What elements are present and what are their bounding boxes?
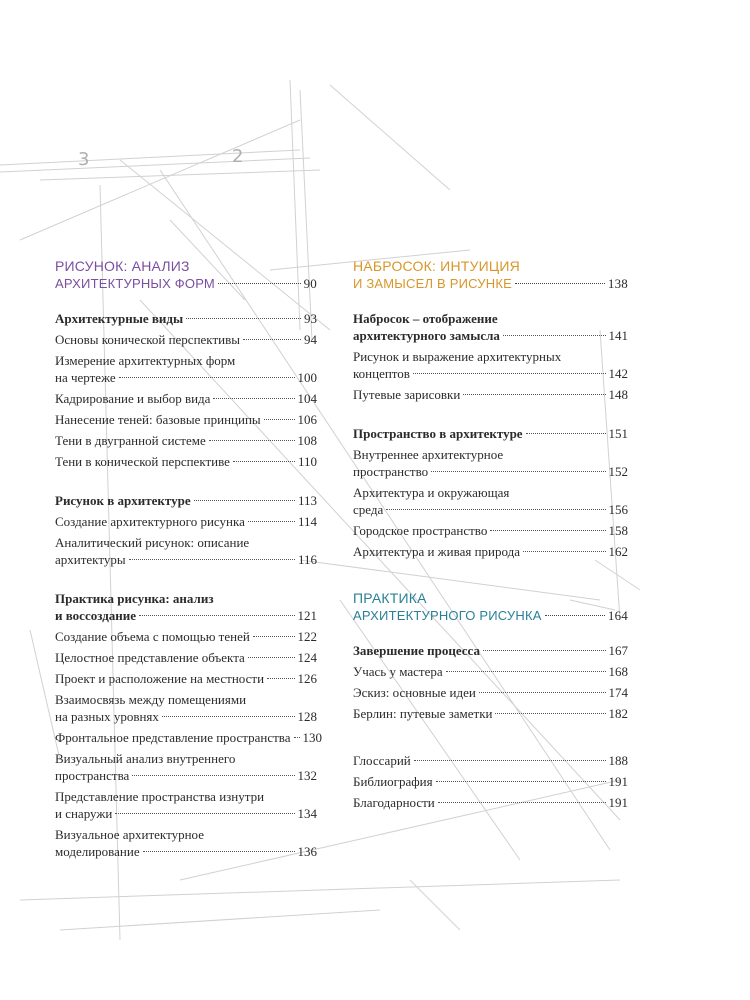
toc-entry-label: Учась у мастера — [353, 664, 443, 679]
leader-dots — [438, 802, 606, 803]
toc-entry-label: Целостное представление объекта — [55, 650, 245, 665]
toc-entry-label: среда — [353, 502, 384, 517]
toc-entry-page: 130 — [302, 730, 323, 745]
toc-entry[interactable] — [55, 411, 317, 428]
toc-entry-page: 134 — [297, 806, 317, 821]
toc-entry[interactable] — [55, 331, 317, 348]
toc-entry-label: Благодарности — [353, 795, 435, 810]
toc-entry-page: 168 — [608, 664, 628, 679]
leader-dots — [526, 433, 606, 434]
leader-dots — [523, 551, 605, 552]
toc-group-drawing-in-architecture — [55, 492, 317, 568]
toc-entry-page: 191 — [608, 795, 628, 810]
toc-group-space — [353, 425, 628, 560]
toc-section-3[interactable] — [353, 590, 628, 624]
leader-dots — [413, 373, 606, 374]
toc-entry-label: Основы конической перспективы — [55, 332, 240, 347]
section-2-page: 138 — [607, 276, 628, 291]
toc-entry-label: Эскиз: основные идеи — [353, 685, 476, 700]
toc-entry[interactable] — [55, 628, 317, 645]
toc-entry-label-line1: Взаимосвязь между помещениями — [55, 692, 247, 707]
section-2-title-line2: И ЗАМЫСЕЛ В РИСУНКЕ — [353, 276, 512, 291]
toc-entry-label-line1: Архитектура и окружающая — [353, 485, 510, 500]
toc-entry-label: Берлин: путевые заметки — [353, 706, 493, 721]
toc-entry-label: Создание архитектурного рисунка — [55, 514, 245, 529]
toc-entry-page: 188 — [608, 753, 628, 768]
toc-entry[interactable] — [55, 826, 317, 860]
toc-entry-page: 132 — [297, 768, 317, 783]
toc-entry-page: 156 — [608, 502, 628, 517]
toc-group-sketch — [353, 310, 628, 403]
toc-entry-page: 182 — [608, 706, 628, 721]
toc-entry-label: Архитектурные виды — [55, 311, 184, 326]
toc-entry[interactable] — [353, 752, 628, 769]
toc-entry-label: Тени в двугранной системе — [55, 433, 206, 448]
toc-entry[interactable] — [353, 794, 628, 811]
toc-entry-label: Фронтальное представление пространства — [55, 730, 291, 745]
toc-entry-page: 100 — [297, 370, 317, 385]
section-3-title-line1: ПРАКТИКА — [353, 590, 427, 606]
toc-entry-label: Кадрирование и выбор вида — [55, 391, 211, 406]
leader-dots — [495, 713, 605, 714]
toc-entry-page: 142 — [608, 366, 628, 381]
leader-dots — [129, 559, 295, 560]
toc-group-architectural-views — [55, 310, 317, 470]
toc-entry[interactable] — [55, 513, 317, 530]
section-1-title-line1: РИСУНОК: АНАЛИЗ — [55, 258, 190, 274]
leader-dots — [132, 775, 294, 776]
leader-dots — [248, 657, 295, 658]
toc-entry-page: 110 — [297, 454, 317, 469]
toc-entry-label: Городское пространство — [353, 523, 488, 538]
toc-entry-label-line1: Практика рисунка: анализ — [55, 591, 214, 606]
leader-dots — [436, 781, 606, 782]
toc-entry[interactable] — [55, 590, 317, 624]
toc-entry[interactable] — [55, 670, 317, 687]
toc-entry[interactable] — [55, 492, 317, 509]
toc-entry-label: Глоссарий — [353, 753, 411, 768]
sketch-mark-b: 2 — [232, 146, 244, 167]
toc-entry-page: 128 — [297, 709, 317, 724]
leader-dots — [186, 318, 301, 319]
toc-entry-label: пространства — [55, 768, 130, 783]
toc-entry[interactable] — [55, 788, 317, 822]
toc-entry[interactable] — [55, 691, 317, 725]
section-3-title-line2: АРХИТЕКТУРНОГО РИСУНКА — [353, 608, 542, 623]
leader-dots — [463, 394, 605, 395]
toc-entry-page: 167 — [608, 643, 628, 658]
toc-entry[interactable] — [353, 663, 628, 680]
toc-entry-label-line1: Аналитический рисунок: описание — [55, 535, 250, 550]
toc-entry-page: 136 — [297, 844, 317, 859]
leader-dots — [267, 678, 294, 679]
leader-dots — [243, 339, 301, 340]
toc-entry[interactable] — [353, 348, 628, 382]
section-2-title-line1: НАБРОСОК: ИНТУИЦИЯ — [353, 258, 520, 274]
toc-entry-label-line1: Представление пространства изнутри — [55, 789, 265, 804]
toc-entry[interactable] — [55, 534, 317, 568]
toc-entry[interactable] — [353, 425, 628, 442]
toc-entry-page: 122 — [297, 629, 317, 644]
toc-entry-label: Архитектура и живая природа — [353, 544, 521, 559]
toc-entry-label: архитектуры — [55, 552, 126, 567]
section-1-page: 90 — [303, 276, 317, 291]
toc-entry[interactable] — [353, 642, 628, 659]
leader-dots — [248, 521, 295, 522]
toc-entry-page: 108 — [297, 433, 317, 448]
toc-entry[interactable] — [353, 446, 628, 480]
leader-dots — [162, 716, 295, 717]
toc-entry[interactable] — [353, 484, 628, 518]
toc-entry-page: 162 — [608, 544, 628, 559]
toc-entry-page: 104 — [297, 391, 317, 406]
toc-entry-label-line1: Набросок – отображение — [353, 311, 498, 326]
toc-entry-page: 116 — [297, 552, 317, 567]
leader-dots — [139, 615, 294, 616]
toc-entry[interactable] — [353, 386, 628, 403]
toc-entry-label: и снаружи — [55, 806, 113, 821]
leader-dots — [119, 377, 295, 378]
sketch-mark-a: 3 — [78, 149, 90, 170]
toc-entry-label: моделирование — [55, 844, 140, 859]
toc-entry-page: 114 — [297, 514, 317, 529]
section-3-page: 164 — [607, 608, 628, 623]
toc-entry-page: 141 — [608, 328, 628, 343]
toc-entry[interactable] — [55, 432, 317, 449]
toc-entry-label: Завершение процесса — [353, 643, 480, 658]
leader-dots — [515, 283, 605, 284]
toc-entry[interactable] — [353, 773, 628, 790]
leader-dots — [294, 737, 300, 738]
leader-dots — [209, 440, 295, 441]
toc-entry-label: Пространство в архитектуре — [353, 426, 523, 441]
leader-dots — [431, 471, 605, 472]
leader-dots — [264, 419, 295, 420]
toc-entry[interactable] — [353, 522, 628, 539]
toc-entry[interactable] — [55, 649, 317, 666]
toc-entry-page: 106 — [297, 412, 317, 427]
toc-entry[interactable] — [353, 684, 628, 701]
toc-entry-label: Тени в конической перспективе — [55, 454, 230, 469]
toc-entry-label: на чертеже — [55, 370, 116, 385]
toc-entry-label: концептов — [353, 366, 410, 381]
toc-entry-label-line1: Измерение архитектурных форм — [55, 353, 236, 368]
toc-entry-page: 121 — [297, 608, 317, 623]
toc-entry-label-line1: Рисунок и выражение архитектурных — [353, 349, 562, 364]
section-1-title-line2: АРХИТЕКТУРНЫХ ФОРМ — [55, 276, 215, 291]
toc-entry-page: 148 — [608, 387, 628, 402]
toc-entry-page: 113 — [297, 493, 317, 508]
leader-dots — [194, 500, 295, 501]
toc-entry-page: 152 — [608, 464, 628, 479]
toc-entry-label: Рисунок в архитектуре — [55, 493, 191, 508]
leader-dots — [213, 398, 294, 399]
leader-dots — [503, 335, 606, 336]
toc-entry-label: пространство — [353, 464, 429, 479]
toc-entry-page: 124 — [297, 650, 317, 665]
toc-entry[interactable] — [353, 705, 628, 722]
toc-entry-page: 93 — [304, 311, 317, 326]
toc-entry[interactable] — [55, 453, 317, 470]
toc-entry-label: Создание объема с помощью теней — [55, 629, 250, 644]
leader-dots — [233, 461, 295, 462]
toc-entry-label-line1: Визуальный анализ внутреннего — [55, 751, 236, 766]
leader-dots — [386, 509, 605, 510]
leader-dots — [479, 692, 606, 693]
toc-section-1[interactable] — [55, 258, 317, 292]
toc-section-2[interactable] — [353, 258, 628, 292]
toc-entry-label-line1: Визуальное архитектурное — [55, 827, 204, 842]
toc-entry-page: 174 — [608, 685, 628, 700]
toc-group-back-matter — [353, 752, 628, 811]
toc-entry-page: 94 — [304, 332, 317, 347]
toc-entry[interactable] — [353, 543, 628, 560]
toc-entry-label: и воссоздание — [55, 608, 137, 623]
toc-entry[interactable] — [55, 390, 317, 407]
toc-entry-page: 158 — [608, 523, 628, 538]
toc-entry[interactable] — [55, 729, 323, 746]
toc-entry[interactable] — [353, 310, 628, 344]
toc-entry-page: 191 — [608, 774, 628, 789]
leader-dots — [483, 650, 606, 651]
toc-entry-page: 126 — [297, 671, 317, 686]
toc-entry[interactable] — [55, 750, 317, 784]
leader-dots — [490, 530, 605, 531]
toc-entry[interactable] — [55, 352, 317, 386]
toc-left-column — [55, 258, 323, 864]
leader-dots — [253, 636, 295, 637]
toc-entry-page: 151 — [608, 426, 628, 441]
leader-dots — [414, 760, 606, 761]
toc-group-drawing-practice — [55, 590, 323, 860]
toc-entry[interactable] — [55, 310, 317, 327]
toc-group-finishing — [353, 642, 628, 722]
toc-entry-label: Путевые зарисовки — [353, 387, 461, 402]
leader-dots — [545, 615, 605, 616]
leader-dots — [115, 813, 294, 814]
toc-entry-label: Нанесение теней: базовые принципы — [55, 412, 261, 427]
toc-right-column — [353, 258, 628, 815]
toc-entry-label: Проект и расположение на местности — [55, 671, 265, 686]
leader-dots — [446, 671, 606, 672]
leader-dots — [218, 283, 301, 284]
toc-entry-label: на разных уровнях — [55, 709, 159, 724]
toc-entry-label: Библиография — [353, 774, 433, 789]
leader-dots — [143, 851, 295, 852]
toc-entry-label-line1: Внутреннее архитектурное — [353, 447, 504, 462]
toc-entry-label: архитектурного замысла — [353, 328, 500, 343]
